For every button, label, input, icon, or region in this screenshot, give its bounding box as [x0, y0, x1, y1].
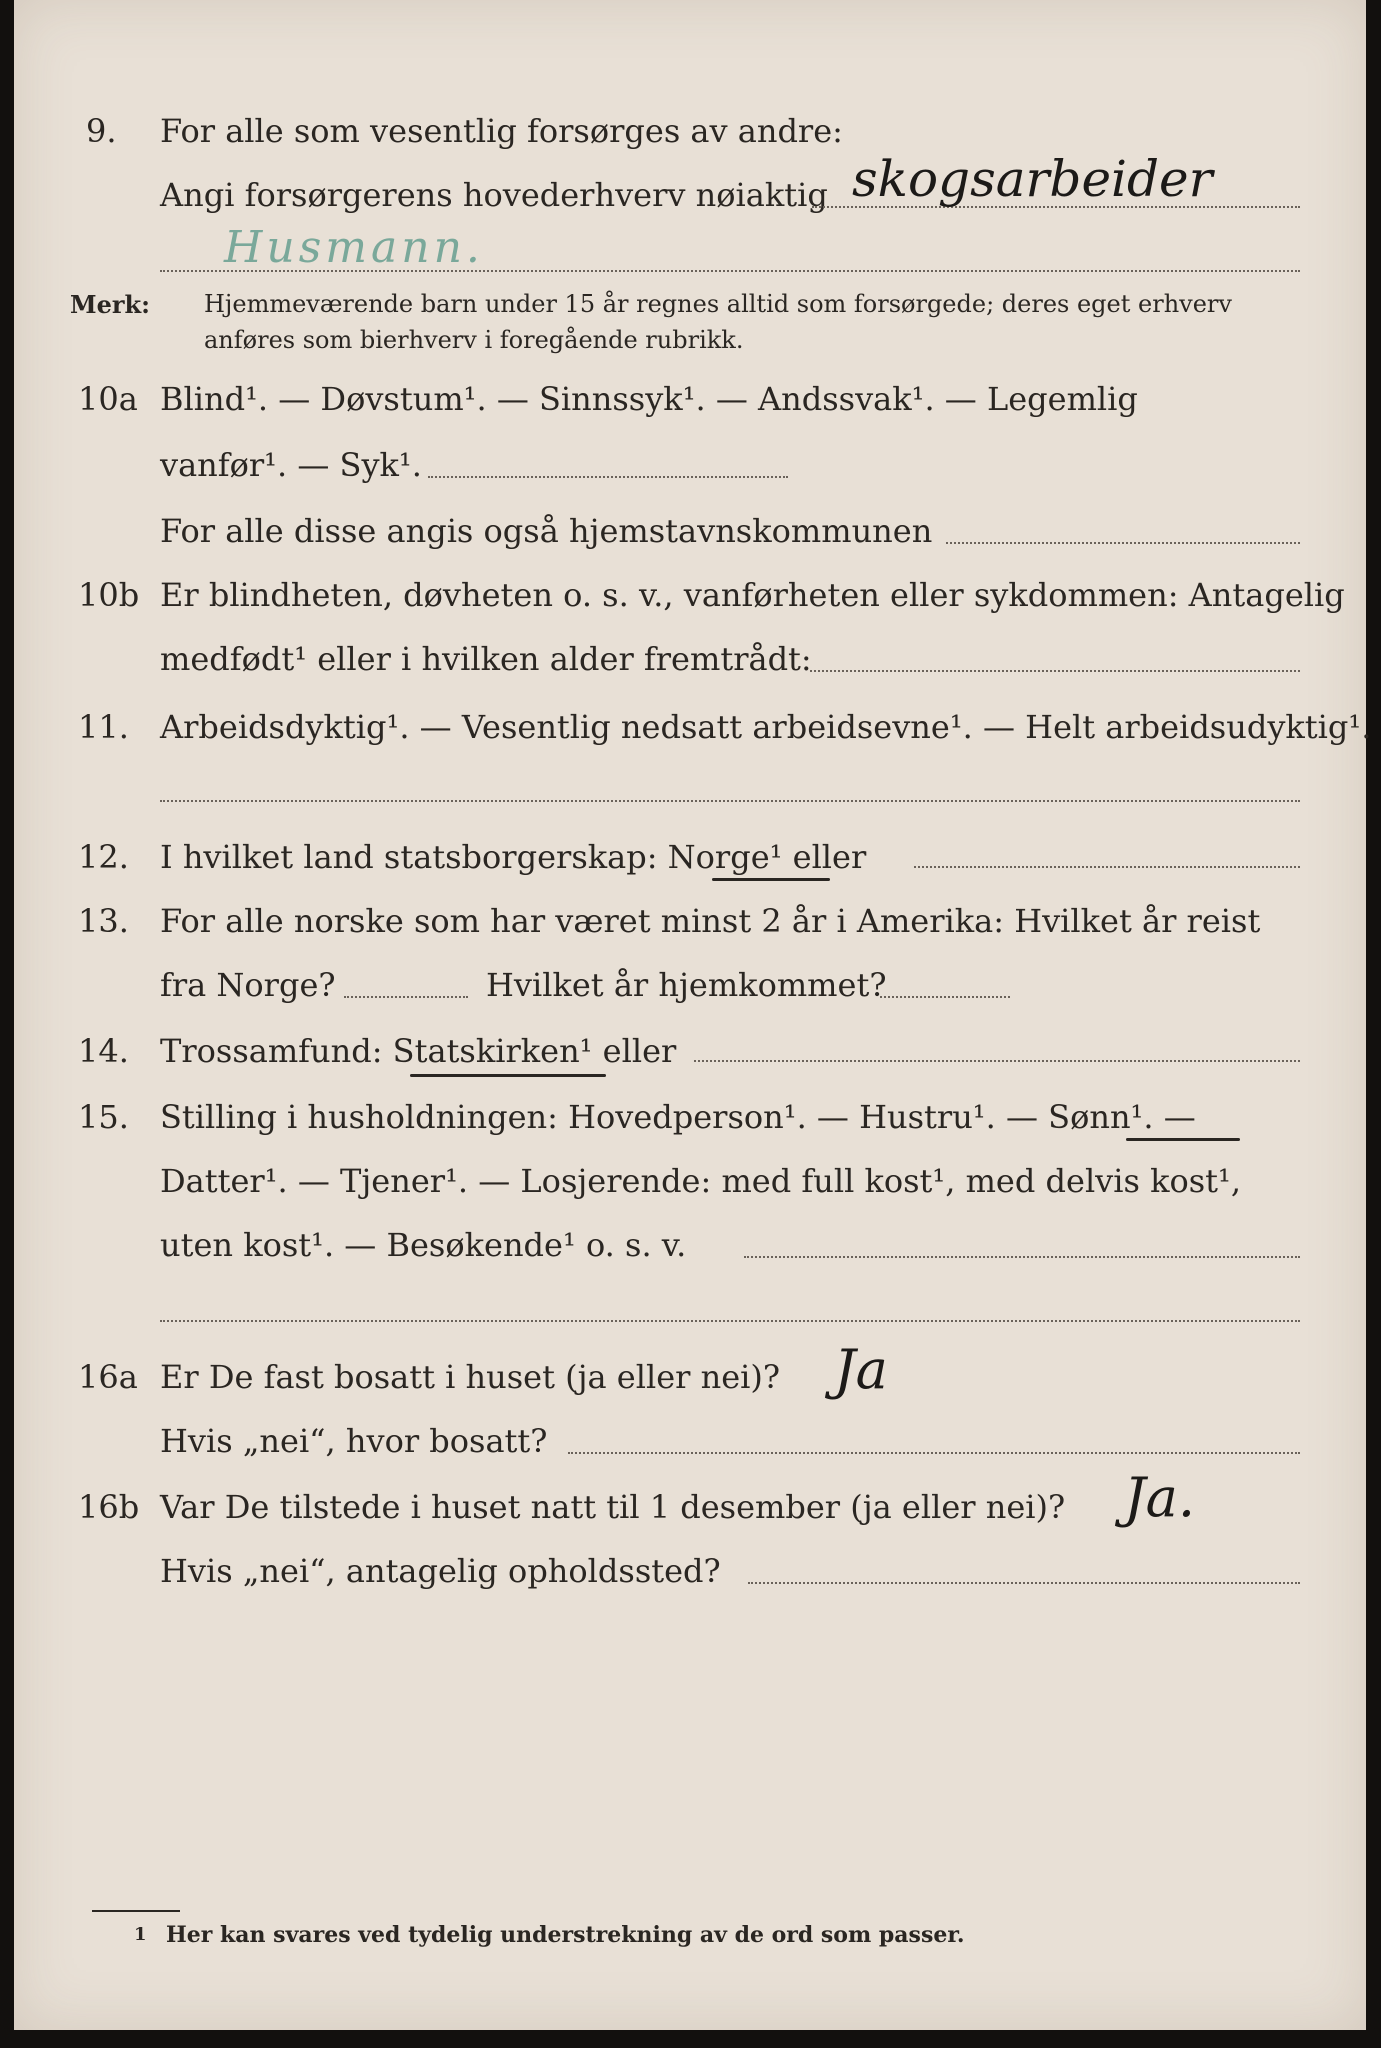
- question-16a-line-1: Er De fast bosatt i huset (ja eller nei)?: [160, 1358, 781, 1396]
- answer-line: [694, 1060, 1300, 1062]
- question-9-line-1: For alle som vesentlig forsørges av andre:: [160, 112, 843, 150]
- question-10b-line-2: medfødt¹ eller i hvilken alder fremtrådt:: [160, 640, 812, 678]
- handwritten-answer-occupation: skogsarbeider: [852, 150, 1213, 208]
- question-number-14: 14.: [78, 1032, 129, 1070]
- answer-line: [160, 800, 1300, 802]
- answer-line: [744, 1256, 1300, 1258]
- handwritten-answer-occupation-2: Husmann.: [224, 222, 484, 273]
- question-13-line-2b: Hvilket år hjemkommet?: [486, 966, 887, 1004]
- question-number-16a: 16a: [78, 1358, 138, 1396]
- footnote-mark: 1: [134, 1924, 147, 1945]
- question-number-15: 15.: [78, 1098, 129, 1136]
- note-label: Merk:: [70, 290, 150, 319]
- question-13-line-1: For alle norske som har været minst 2 år i Amerika: Hvilket år reist: [160, 902, 1261, 940]
- answer-line: [568, 1452, 1300, 1454]
- handwritten-underline-norge: [712, 878, 830, 881]
- handwritten-answer-16a: Ja: [834, 1338, 888, 1401]
- question-15-line-1: Stilling i husholdningen: Hovedperson¹. — Hustru¹. — Sønn¹. —: [160, 1098, 1196, 1136]
- answer-line: [914, 866, 1300, 868]
- question-10a-line-3: For alle disse angis også hjemstavnskommunen: [160, 512, 933, 550]
- answer-line: [344, 996, 468, 998]
- question-16b-line-2: Hvis „nei“, antagelig opholdssted?: [160, 1552, 721, 1590]
- handwritten-underline-statskirken: [410, 1074, 606, 1077]
- answer-line: [946, 542, 1300, 544]
- question-9-line-2: Angi forsørgerens hovederhverv nøiaktig: [160, 176, 828, 214]
- question-number-12: 12.: [78, 838, 129, 876]
- handwritten-underline-sonn: [1126, 1138, 1240, 1141]
- question-number-10a: 10a: [78, 380, 138, 418]
- note-line-2: anføres som bierhverv i foregående rubrikk.: [204, 326, 744, 354]
- answer-line: [428, 476, 788, 478]
- question-15-line-2: Datter¹. — Tjener¹. — Losjerende: med full kost¹, med delvis kost¹,: [160, 1162, 1242, 1200]
- question-10a-line-2: vanfør¹. — Syk¹.: [160, 446, 422, 484]
- answer-line: [880, 996, 1010, 998]
- question-11-line-1: Arbeidsdyktig¹. — Vesentlig nedsatt arbeidsevne¹. — Helt arbeidsudyktig¹.: [160, 708, 1372, 746]
- question-16b-line-1: Var De tilstede i huset natt til 1 desember (ja eller nei)?: [160, 1488, 1066, 1526]
- question-14-line-1: Trossamfund: Statskirken¹ eller: [160, 1032, 677, 1070]
- question-number-9: 9.: [86, 112, 117, 150]
- question-number-13: 13.: [78, 902, 129, 940]
- census-form-page: [14, 0, 1372, 2030]
- question-10b-line-1: Er blindheten, døvheten o. s. v., vanførheten eller sykdommen: Antagelig: [160, 576, 1345, 614]
- note-line-1: Hjemmeværende barn under 15 år regnes alltid som forsørgede; deres eget erhverv: [204, 290, 1232, 318]
- question-number-16b: 16b: [78, 1488, 140, 1526]
- answer-line: [160, 1320, 1300, 1322]
- footnote-rule: [92, 1910, 180, 1912]
- answer-line: [748, 1582, 1300, 1584]
- question-10a-line-1: Blind¹. — Døvstum¹. — Sinnssyk¹. — Andssvak¹. — Legemlig: [160, 380, 1138, 418]
- question-16a-line-2: Hvis „nei“, hvor bosatt?: [160, 1422, 548, 1460]
- question-12-line-1: I hvilket land statsborgerskap: Norge¹ eller: [160, 838, 867, 876]
- handwritten-answer-16b: Ja.: [1124, 1466, 1196, 1529]
- question-number-11: 11.: [78, 708, 129, 746]
- question-15-line-3: uten kost¹. — Besøkende¹ o. s. v.: [160, 1226, 687, 1264]
- answer-line: [810, 670, 1300, 672]
- footnote-text: Her kan svares ved tydelig understrekning av de ord som passer.: [166, 1922, 965, 1948]
- question-number-10b: 10b: [78, 576, 140, 614]
- question-13-line-2a: fra Norge?: [160, 966, 336, 1004]
